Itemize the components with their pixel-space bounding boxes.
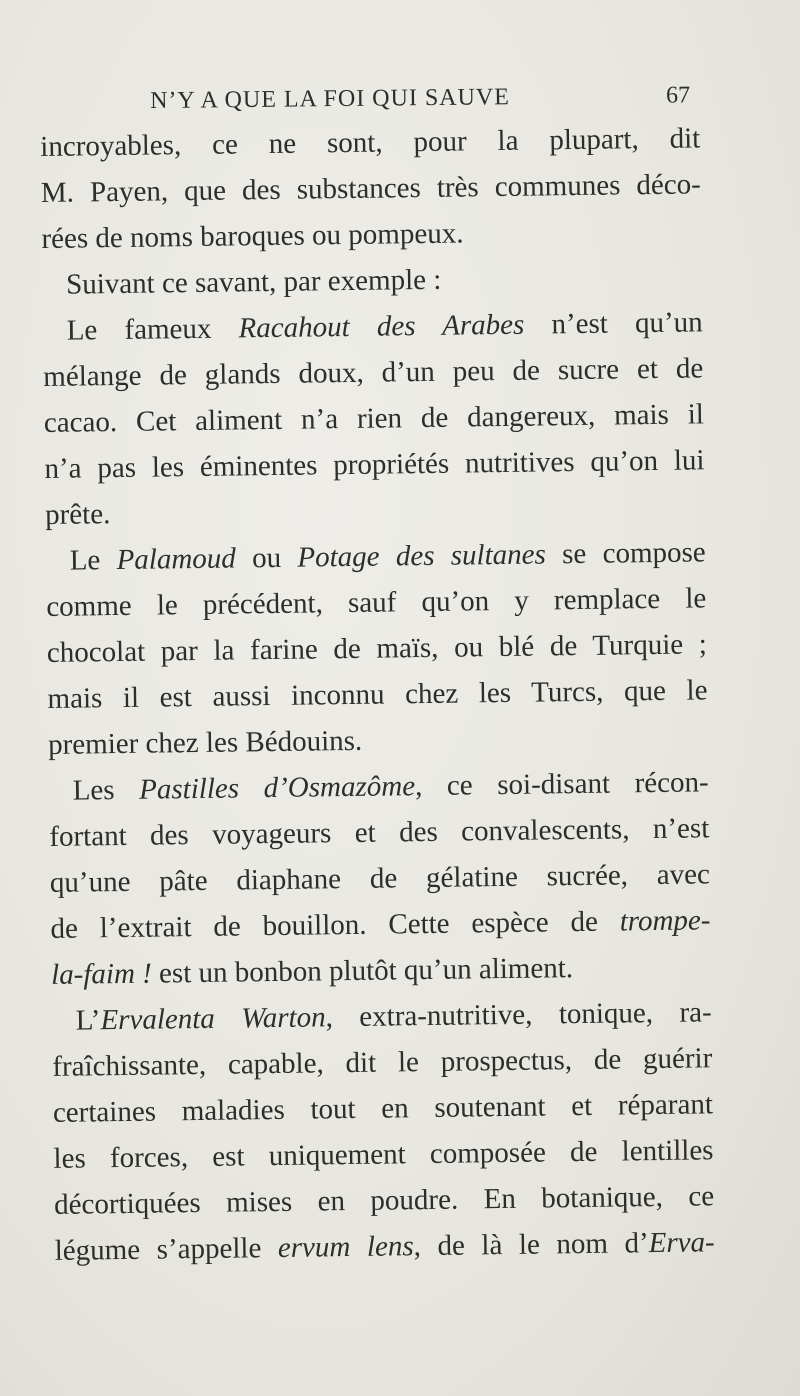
text-segment: rées de noms baroques ou pompeux. — [41, 217, 464, 255]
italic-text: trompe- — [619, 904, 711, 938]
text-line — [54, 1219, 715, 1274]
text-segment: chocolat par la farine de maïs, ou blé de Turquie ; — [46, 628, 708, 669]
text-line — [44, 437, 705, 492]
text-segment: prête. — [44, 498, 111, 531]
italic-text: ervum lens — [277, 1230, 414, 1264]
text-segment: certaines maladies tout en soutenant et réparant — [52, 1088, 714, 1129]
text-segment: Le fameux — [66, 312, 239, 347]
text-segment: de l’extrait de bouillon. Cette espèce de — [50, 905, 620, 945]
text-segment: ou — [235, 541, 298, 575]
text-segment: décortiquées mises en poudre. En botanique, ce — [53, 1180, 715, 1221]
italic-text: Palamoud — [116, 542, 237, 577]
text-segment: premier chez les Bédouins. — [47, 724, 363, 761]
text-segment: n’a pas les éminentes propriétés nutritives qu’on lui — [44, 444, 705, 485]
body-text — [40, 115, 715, 1274]
italic-text: Potage des sultanes — [297, 538, 547, 574]
text-segment: , ce soi-disant récon- — [414, 766, 709, 803]
italic-text: Pastilles d’Osmazôme — [138, 770, 416, 806]
page-number: 67 — [665, 82, 691, 109]
text-segment: se compose — [545, 536, 706, 571]
text-segment: L’ — [75, 1004, 101, 1037]
text-line — [47, 667, 708, 722]
italic-text: Ervalenta Warton — [100, 1001, 326, 1037]
text-segment: fortant des voyageurs et des convalescents, n’est — [49, 812, 710, 853]
text-segment: les forces, est uniquement composée de lentilles — [53, 1134, 714, 1175]
text-segment: qu’une pâte diaphane de gélatine sucrée, avec — [49, 858, 711, 899]
italic-text: Erva- — [648, 1226, 715, 1260]
text-segment: n’est qu’un — [524, 306, 703, 341]
text-line — [50, 897, 711, 952]
text-segment: , de là le nom d’ — [413, 1227, 649, 1263]
text-segment: fraîchissante, capable, dit le prospectus, de guérir — [52, 1042, 713, 1083]
text-line — [41, 161, 702, 216]
text-segment: légume s’appelle — [54, 1231, 279, 1267]
text-segment: mélange de glands doux, d’un peu de sucre et de — [43, 352, 704, 393]
text-segment: , extra-nutritive, tonique, ra- — [325, 996, 712, 1034]
text-segment: mais il est aussi inconnu chez les Turcs, que le — [47, 674, 708, 715]
italic-text: Racahout des Arabes — [238, 308, 525, 345]
text-segment: est un bonbon plutôt qu’un aliment. — [151, 952, 574, 990]
text-segment: Les — [72, 773, 140, 807]
text-segment: cacao. Cet aliment n’a rien de dangereux, mais il — [43, 398, 705, 439]
italic-text: la-faim ! — [50, 957, 153, 991]
text-segment: incroyables, ce ne sont, pour la plupart, dit — [40, 122, 701, 163]
running-head — [150, 82, 690, 120]
text-segment: Le — [69, 544, 117, 577]
text-segment: Suivant ce savant, par exemple : — [65, 263, 442, 301]
text-segment: comme le précédent, sauf qu’on y remplace le — [46, 582, 707, 623]
running-title: N’Y A QUE LA FOI QUI SAUVE — [150, 84, 511, 114]
text-segment: M. Payen, que des substances très communes déco- — [40, 168, 702, 209]
